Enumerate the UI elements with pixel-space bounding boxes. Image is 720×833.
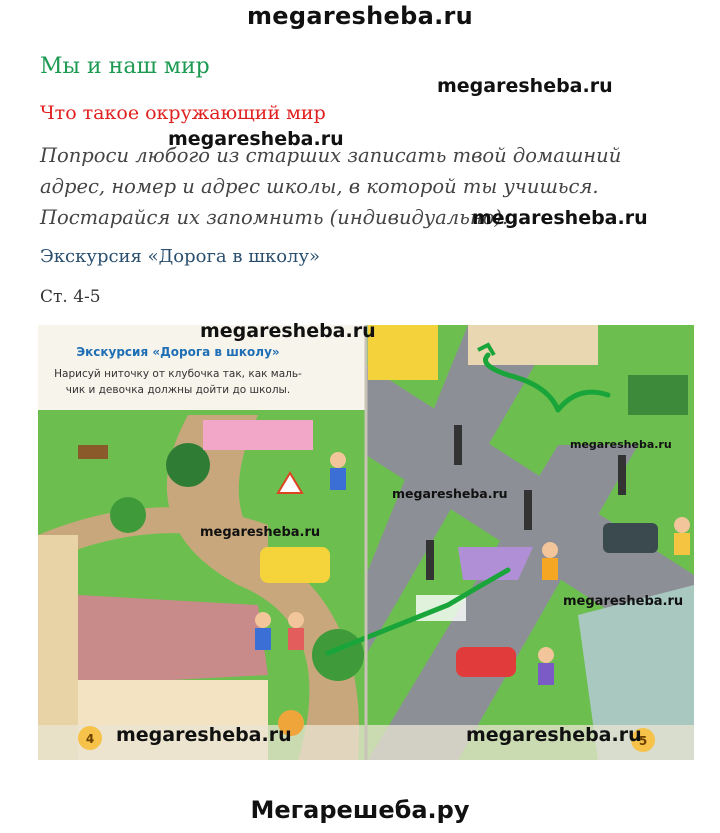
bench xyxy=(78,445,108,459)
kid xyxy=(255,612,271,628)
bus xyxy=(368,325,438,380)
watermark: megaresheba.ru xyxy=(563,594,684,609)
watermark: megaresheba.ru xyxy=(570,438,672,451)
subject-heading: Мы и наш мир xyxy=(40,54,210,79)
tree xyxy=(312,629,364,681)
dark-car xyxy=(603,523,658,553)
kid xyxy=(674,533,690,555)
page-number-left: 4 xyxy=(85,732,95,746)
watermark: megaresheba.ru xyxy=(200,320,376,342)
watermark: megaresheba.ru xyxy=(437,75,613,97)
watermark: megaresheba.ru xyxy=(200,525,321,540)
topic-heading: Что такое окружающий мир xyxy=(40,102,326,124)
kid xyxy=(255,628,271,650)
kid xyxy=(542,558,558,580)
red-car xyxy=(456,647,516,677)
task-text: Попроси любого из старших записать твой домашний адрес, номер и адрес школы, в которой ты учишься. Постарайся их запомнить (индивидуально). xyxy=(40,144,622,229)
kid xyxy=(288,628,304,650)
kid xyxy=(542,542,558,558)
watermark-top: megaresheba.ru xyxy=(246,2,474,30)
textbook-illustration xyxy=(38,325,694,760)
kid xyxy=(330,452,346,468)
traffic-light xyxy=(426,540,434,580)
watermark: megaresheba.ru xyxy=(392,486,508,501)
excursion-heading: Экскурсия «Дорога в школу» xyxy=(40,246,321,267)
traffic-light xyxy=(524,490,532,530)
page-number-right: 5 xyxy=(638,734,648,748)
yellow-car xyxy=(260,547,330,583)
illustration-title: Экскурсия «Дорога в школу» xyxy=(76,345,280,359)
watermark-footer: Мегарешеба.ру xyxy=(250,796,470,824)
kid xyxy=(674,517,690,533)
kid xyxy=(538,663,554,685)
kid xyxy=(288,612,304,628)
kid xyxy=(538,647,554,663)
page-reference: Ст. 4-5 xyxy=(40,287,101,307)
roof xyxy=(78,595,268,685)
instruction-line-1: Нарисуй ниточку от клубочка так, как маль- xyxy=(54,368,302,380)
kid xyxy=(330,468,346,490)
traffic-light xyxy=(454,425,462,465)
watermark: megaresheba.ru xyxy=(466,724,642,746)
watermark: megaresheba.ru xyxy=(472,207,648,229)
green-truck xyxy=(628,375,688,415)
pink-fence xyxy=(203,420,313,450)
traffic-light xyxy=(618,455,626,495)
instruction-line-2: чик и девочка должны дойти до школы. xyxy=(65,384,291,396)
watermark: megaresheba.ru xyxy=(116,724,292,746)
tree xyxy=(110,497,146,533)
watermark: megaresheba.ru xyxy=(168,128,344,150)
